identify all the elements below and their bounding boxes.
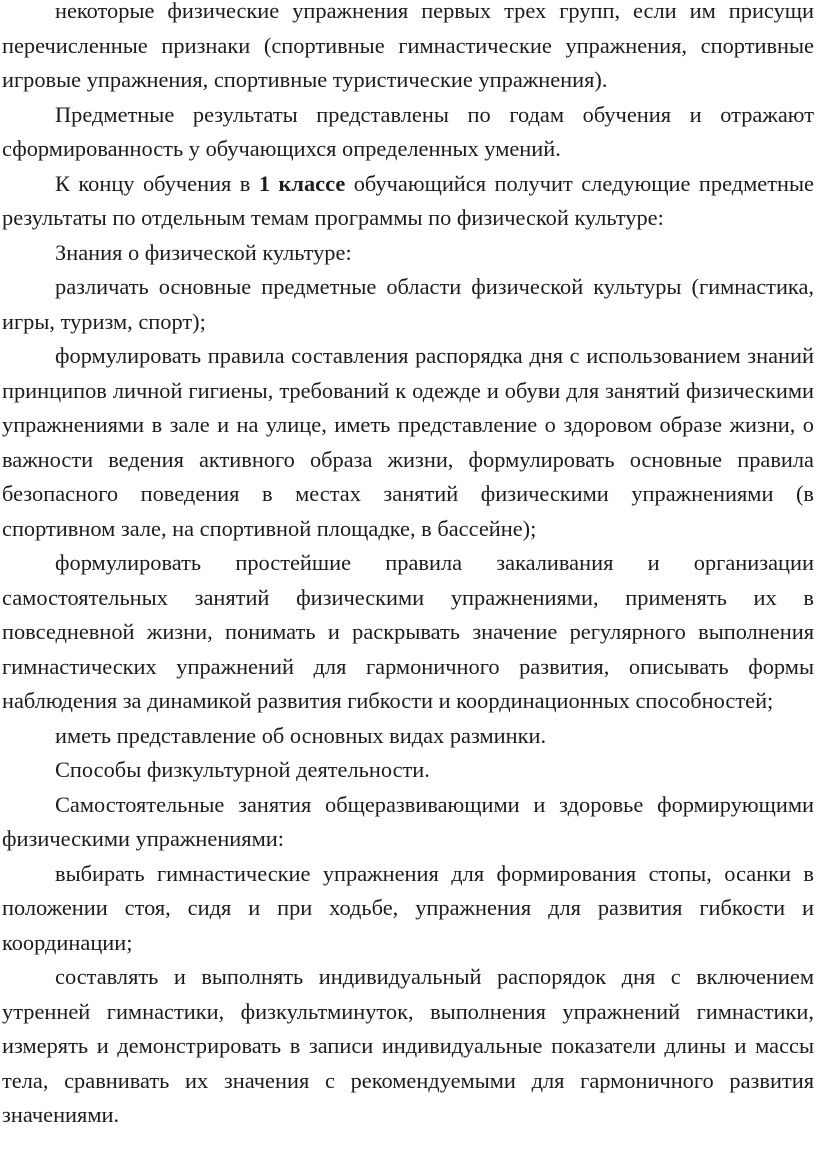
paragraph-distinguish-areas: различать основные предметные области физической культуры (гимнастика, игры, туризм, спорт); (2, 274, 814, 334)
document-page (2, 0, 814, 1133)
paragraph-hardening-rules: формулировать простейшие правила закаливания и организации самостоятельных занятий физическими упражнениями, применять их в повседневной жизни, понимать и раскрывать значение регулярного выполнения гимнастических упражнений для гармоничного развития, описывать формы наблюдения за динамикой развития гибкости и координационных способностей; (2, 550, 814, 713)
paragraph-daily-routine-rules: формулировать правила составления распорядка дня с использованием знаний принципов личной гигиены, требований к одежде и обуви для занятий физическими упражнениями в зале и на улице, иметь представление о здоровом образе жизни, о важности ведения активного образа жизни, формулировать основные правила безопасного поведения в местах занятий физическими упражнениями (в спортивном зале, на спортивной площадке, в бассейне); (2, 343, 814, 541)
paragraph-independent-exercises: Самостоятельные занятия общеразвивающими и здоровье формирующими физическими упражнениями: (2, 791, 814, 851)
class-intro-after: обучающийся получит следующие предметные результаты по отдельным темам программы по физической культуре: (2, 170, 814, 230)
paragraph-choose-exercises: выбирать гимнастические упражнения для формирования стопы, осанки в положении стоя, сидя и при ходьбе, упражнения для развития гибкости и координации; (2, 860, 814, 955)
paragraph-subject-results: Предметные результаты представлены по годам обучения и отражают сформированность у обучающихся определенных умений. (2, 101, 814, 161)
class-intro-before: К концу обучения в (55, 170, 259, 196)
paragraph-individual-routine: составлять и выполнять индивидуальный распорядок дня с включением утренней гимнастики, физкультминуток, выполнения упражнений гимнастики, измерять и демонстрировать в записи индивидуальные показатели длины и массы тела, сравнивать их значения с рекомендуемыми для гармоничного развития значениями. (2, 964, 814, 1127)
paragraph-knowledge-heading: Знания о физической культуре: (55, 239, 352, 265)
class-intro-bold: 1 классе (258, 170, 346, 196)
paragraph-exercise-groups: некоторые физические упражнения первых трех групп, если им присущи перечисленные признаки (спортивные гимнастические упражнения, спортивные игровые упражнения, спортивные туристические упражнения). (2, 0, 814, 92)
paragraph-class-1-intro (2, 167, 814, 236)
paragraph-warmup-types: иметь представление об основных видах разминки. (55, 722, 547, 748)
paragraph-activity-methods: Способы физкультурной деятельности. (55, 757, 430, 782)
